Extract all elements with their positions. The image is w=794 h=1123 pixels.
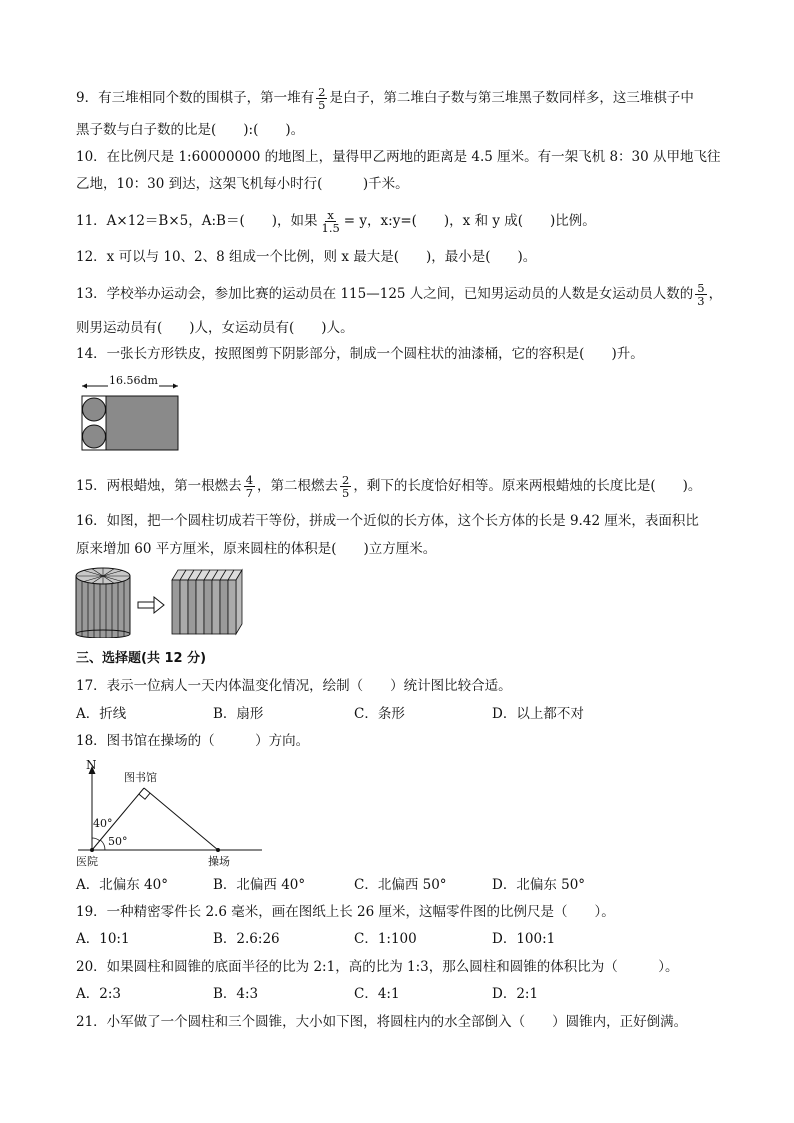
dimension-label: 16.56dm: [109, 374, 158, 387]
q18-option-b[interactable]: B．北偏西 40°: [213, 877, 306, 893]
q12-line: 12．x 可以与 10、2、8 组成一个比例，则 x 最大是( )，最小是( )。: [76, 249, 537, 265]
angle-arc-40: [92, 838, 100, 841]
q9-line2: 黑子数与白子数的比是( ):( )。: [76, 122, 305, 138]
hospital-point: [90, 848, 94, 852]
cylinder-body: [76, 576, 130, 634]
q16-line2: 原来增加 60 平方厘米，原来圆柱的体积是( )立方厘米。: [76, 541, 437, 557]
shaded-circle-bottom: [83, 425, 106, 448]
q14-line: 14．一张长方形铁皮，按照图剪下阴影部分，制成一个圆柱状的油漆桶，它的容积是( )升。: [76, 346, 644, 362]
cylinder-to-cuboid-diagram: [74, 566, 244, 638]
q19-option-c[interactable]: C．1:100: [354, 931, 417, 947]
q19-option-d[interactable]: D．100:1: [492, 931, 556, 947]
shaded-rectangle: [106, 396, 178, 450]
q20-option-c[interactable]: C．4:1: [354, 986, 400, 1002]
right-angle-mark: [139, 793, 150, 799]
q17-option-c[interactable]: C．条形: [354, 706, 405, 722]
q15-line: 15．两根蜡烛，第一根燃去 $\frac{4}{7}$ ，第二根燃去 $\frac{2}{5}$ ，剩下的长度恰好相等。原来两根蜡烛的长度比是( )。: [76, 473, 702, 500]
q20-option-b[interactable]: B．4:3: [213, 986, 259, 1002]
fraction-2-5: $\frac{2}{5}$: [318, 85, 326, 112]
q17-option-d[interactable]: D．以上都不对: [492, 706, 584, 722]
approximate-cuboid: [172, 570, 242, 634]
library-to-playground: [144, 788, 218, 850]
q13-line1: 13．学校举办运动会，参加比赛的运动员在 115—125 人之间，已知男运动员的人数是女运动员人数的 $\frac{5}{3}$ ，: [76, 281, 723, 308]
cylinder-top-radii: [76, 568, 130, 584]
q17-option-a[interactable]: A．折线: [76, 706, 127, 722]
fraction-5-3: $\frac{5}{3}$: [697, 281, 705, 308]
direction-diagram: [74, 758, 264, 870]
q19-option-a[interactable]: A．10:1: [76, 931, 130, 947]
q20-option-d[interactable]: D．2:1: [492, 986, 539, 1002]
library-label: 图书馆: [124, 771, 157, 784]
dimension-arrow-right: [173, 384, 178, 389]
angle-arc-50: [100, 840, 105, 850]
playground-point: [216, 848, 220, 852]
playground-label: 操场: [208, 855, 230, 868]
q18-option-c[interactable]: C．北偏西 50°: [354, 877, 447, 893]
fraction-4-7: $\frac{4}{7}$: [245, 473, 254, 500]
q18-option-d[interactable]: D．北偏东 50°: [492, 877, 586, 893]
q17-option-b[interactable]: B．扇形: [213, 706, 264, 722]
q20-line: 20．如果圆柱和圆锥的底面半径的比为 2:1，高的比为 1:3，那么圆柱和圆锥的体积比为（ ）。: [76, 959, 679, 975]
q19-line: 19．一种精密零件长 2.6 毫米，画在图纸上长 26 厘米，这幅零件图的比例尺是（ ）。: [76, 904, 615, 920]
q10-line1: 10．在比例尺是 1:60000000 的地图上，量得甲乙两地的距离是 4.5 厘米。有一架飞机 8：30 从甲地飞往: [76, 149, 721, 165]
q16-line1: 16．如图，把一个圆柱切成若干等份，拼成一个近似的长方体，这个长方体的长是 9.42 厘米，表面积比: [76, 513, 699, 529]
shaded-circle-top: [83, 398, 106, 421]
q14-figure: [78, 374, 182, 452]
q18-line: 18．图书馆在操场的（ ）方向。: [76, 733, 310, 749]
q17-line: 17．表示一位病人一天内体温变化情况，绘制（ ）统计图比较合适。: [76, 678, 512, 694]
q19-option-b[interactable]: B．2.6:26: [213, 931, 280, 947]
q21-line: 21．小军做了一个圆柱和三个圆锥，大小如下图，将圆柱内的水全部倒入（ ）圆锥内，正好倒满。: [76, 1014, 688, 1030]
q11-line: 11．A×12＝B×5，A:B＝( )，如果 $\frac{x}{1.5}$ = y，x:y=( )，x 和 y 成( )比例。: [76, 208, 596, 235]
angle-40-label: 40°: [93, 817, 113, 830]
q20-option-a[interactable]: A．2:3: [76, 986, 121, 1002]
fraction-x-1.5: $\frac{x}{1.5}$: [321, 208, 340, 235]
q13-line2: 则男运动员有( )人，女运动员有( )人。: [76, 320, 354, 336]
q10-line2: 乙地，10：30 到达，这架飞机每小时行( )千米。: [76, 176, 409, 192]
q9-line1: 9．有三堆相同个数的围棋子，第一堆有 $\frac{2}{5}$ 是白子，第二堆白子数与第三堆黑子数同样多，这三堆棋子中: [76, 85, 694, 112]
north-label: N: [86, 758, 97, 772]
q18-option-a[interactable]: A．北偏东 40°: [76, 877, 168, 893]
section-title: 三、选择题(共 12 分): [76, 651, 207, 666]
sheet-diagram: [78, 378, 182, 452]
fraction-2-5: $\frac{2}{5}$: [342, 473, 350, 500]
q18-figure: [74, 758, 264, 870]
hospital-label: 医院: [76, 855, 98, 868]
angle-50-label: 50°: [108, 835, 128, 848]
q16-figure: [74, 566, 244, 638]
transform-arrow: [138, 597, 164, 613]
cylinder-bottom: [76, 630, 130, 638]
dimension-arrow-left: [82, 384, 87, 389]
